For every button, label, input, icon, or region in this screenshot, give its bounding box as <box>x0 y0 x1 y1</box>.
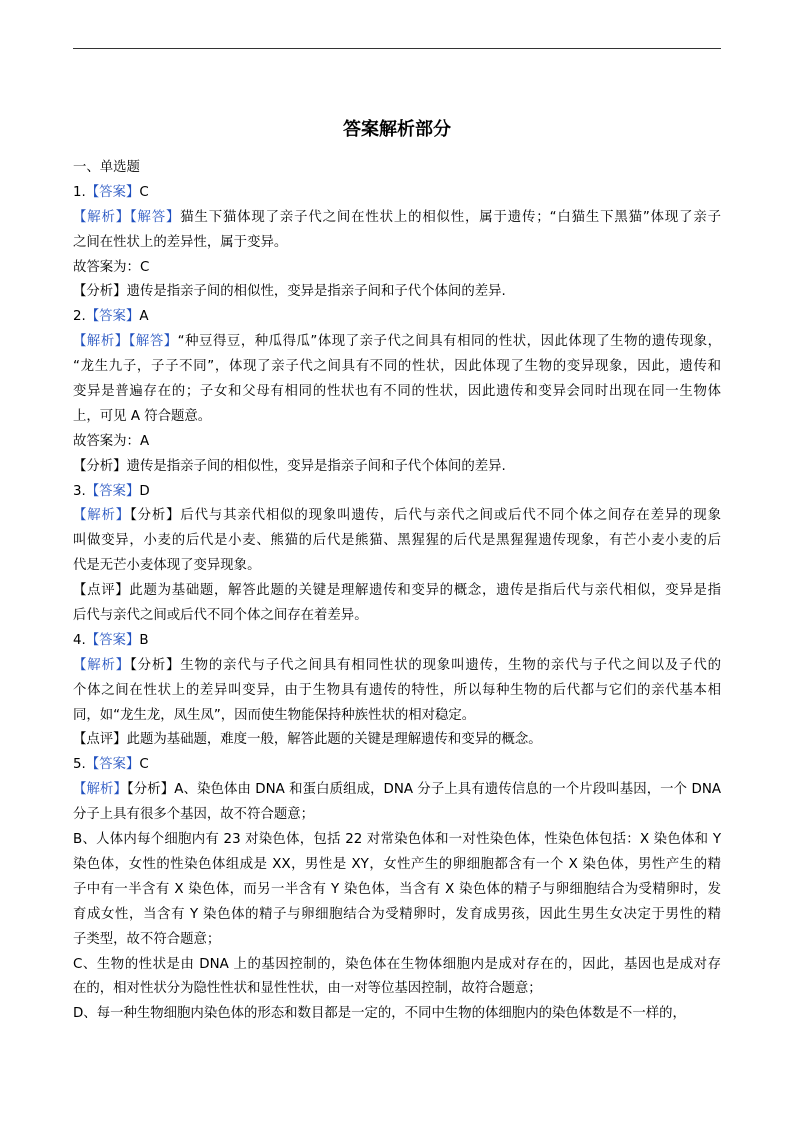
answer-tag: 【答案】 <box>85 309 140 325</box>
q3-comment <box>73 579 721 604</box>
answer-tag: 【答案】 <box>85 184 140 200</box>
q4-number: 4. <box>73 632 86 648</box>
q2-number: 2. <box>73 309 86 325</box>
q2-text-4: 上，可见 A 符合题意。 <box>73 408 212 424</box>
q1-analysis <box>73 280 721 305</box>
q4-answer <box>73 629 721 654</box>
q3-text-2: 叫做变异，小麦的后代是小麦、熊猫的后代是熊猫、黑猩猩的后代是黑猩猩遗传现象，有芒小麦小麦的后 <box>73 533 721 549</box>
q4-text-3: 同，如“龙生龙，凤生凤”，因而使生物能保持种族性状的相对稳定。 <box>73 707 476 723</box>
q2-answer <box>73 305 721 330</box>
q1-explanation-line <box>73 206 721 231</box>
fenxi-tag: 【分析】 <box>130 657 181 673</box>
q4-explanation-line <box>73 654 721 679</box>
fenxi-tag: 【分析】 <box>73 284 127 300</box>
q1-number: 1. <box>73 184 86 200</box>
q4-answer-value: B <box>139 632 149 648</box>
q5-text-9: 在的，相对性状分为隐性性状和显性性状，由一对等位基因控制，故符合题意； <box>73 981 542 997</box>
q1-answer <box>73 181 721 206</box>
q3-comment-2: 后代与亲代之间或后代不同个体之间存在着差异。 <box>73 608 368 624</box>
q5-answer-value: C <box>139 757 149 773</box>
q3-comment-1: 此题为基础题，解答此题的关键是理解遗传和变异的概念，遗传是指后代与亲代相似，变异是指 <box>129 583 721 599</box>
jiexi-tag: 【解析】 <box>73 508 131 524</box>
q4-comment-1: 此题为基础题，难度一般，解答此题的关键是理解遗传和变异的概念。 <box>126 732 542 748</box>
q5-text-7: 子类型，故不符合题意； <box>73 931 221 947</box>
q3-number: 3. <box>73 483 86 499</box>
q5-text-6: 育成女性，当含有 Y 染色体的精子与卵细胞结合为受精卵时，发育成男孩，因此生男生女决定于男性的精 <box>73 906 721 922</box>
jiexi-tag: 【解析】 <box>73 782 127 798</box>
answer-tag: 【答案】 <box>85 632 140 648</box>
q2-final: 故答案为：A <box>73 433 150 449</box>
q3-text-3: 代是无芒小麦体现了变异现象。 <box>73 558 261 574</box>
q4-comment <box>73 728 721 753</box>
q5-explanation-line <box>73 778 721 803</box>
answer-tag: 【答案】 <box>85 757 140 773</box>
q3-text-1: 后代与其亲代相似的现象叫遗传，后代与亲代之间或后代不同个体之间存在差异的现象 <box>180 508 721 524</box>
q4-text-1: 生物的亲代与子代之间具有相同性状的现象叫遗传，生物的亲代与子代之间以及子代的 <box>180 657 721 673</box>
section-heading: 一、单选题 <box>73 160 140 175</box>
q1-analysis-text: 遗传是指亲子间的相似性，变异是指亲子间和子代个体间的差异. <box>126 284 506 300</box>
fenxi-tag: 【分析】 <box>126 782 175 798</box>
q2-answer-value: A <box>139 309 149 325</box>
answer-document <box>73 112 721 1027</box>
q4-text-2: 个体之间在性状上的差异叫变异，由于生物具有遗传的特性，所以每种生物的后代都与它们的亲代基本相 <box>73 682 721 698</box>
header-rule <box>73 48 721 49</box>
q2-text-1: “种豆得豆，种瓜得瓜”体现了亲子代之间具有相同的性状，因此体现了生物的遗传现象， <box>177 334 721 350</box>
q3-answer-value: D <box>139 483 150 499</box>
jiexi-tag: 【解析】 <box>73 657 131 673</box>
dianping-tag: 【点评】 <box>73 732 127 748</box>
q2-explanation-line <box>73 330 721 355</box>
q2-text-2: “龙生九子，子子不同”，体现了亲子代之间具有不同的性状，因此体现了生物的变异现象，因此，遗传和 <box>73 359 721 375</box>
jieda-tag: 【解答】 <box>128 334 178 350</box>
fenxi-tag: 【分析】 <box>73 458 127 474</box>
q1-text-2: 之间在性状上的差异性，属于变异。 <box>73 234 288 250</box>
q5-number: 5. <box>73 757 86 773</box>
q5-text-1: A、染色体由 DNA 和蛋白质组成，DNA 分子上具有遗传信息的一个片段叫基因，一个 DNA <box>174 782 721 798</box>
q5-text-4: 染色体，女性的性染色体组成是 XX，男性是 XY，女性产生的卵细胞都含有一个 X 染色体，男性产生的精 <box>73 856 721 872</box>
q5-text-3: B、人体内每个细胞内有 23 对染色体，包括 22 对常染色体和一对性染色体，性染色体包括：X 染色体和 Y <box>73 832 721 848</box>
q1-final: 故答案为：C <box>73 259 150 275</box>
q2-analysis <box>73 455 721 480</box>
q5-text-5: 子中有一半含有 X 染色体，而另一半含有 Y 染色体，当含有 X 染色体的精子与卵细胞结合为受精卵时，发 <box>73 881 721 897</box>
fenxi-tag: 【分析】 <box>130 508 181 524</box>
answer-tag: 【答案】 <box>85 483 140 499</box>
q2-analysis-text: 遗传是指亲子间的相似性，变异是指亲子间和子代个体间的差异. <box>126 458 506 474</box>
q1-text-1: 猫生下猫体现了亲子代之间在性状上的相似性，属于遗传；“白猫生下黑猫”体现了亲子 <box>180 209 721 225</box>
q5-text-8: C、生物的性状是由 DNA 上的基因控制的，染色体在生物体细胞内是成对存在的，因此，基因也是成对存 <box>73 956 721 972</box>
q5-text-2: 分子上具有很多个基因，故不符合题意； <box>73 807 315 823</box>
q5-answer <box>73 753 721 778</box>
q3-explanation-line <box>73 504 721 529</box>
dianping-tag: 【点评】 <box>73 583 130 599</box>
jiexi-tag: 【解析】 <box>73 209 130 225</box>
jieda-tag: 【解答】 <box>129 209 181 225</box>
q2-text-3: 变异是普遍存在的；子女和父母有相同的性状也有不同的性状，因此遗传和变异会同时出现在同一生物体 <box>73 384 721 400</box>
jiexi-tag: 【解析】 <box>73 334 129 350</box>
page-title: 答案解析部分 <box>343 119 451 140</box>
q3-answer <box>73 480 721 505</box>
q1-answer-value: C <box>139 184 149 200</box>
q5-text-10: D、每一种生物细胞内染色体的形态和数目都是一定的，不同中生物的体细胞内的染色体数是不一样的， <box>73 1006 686 1022</box>
